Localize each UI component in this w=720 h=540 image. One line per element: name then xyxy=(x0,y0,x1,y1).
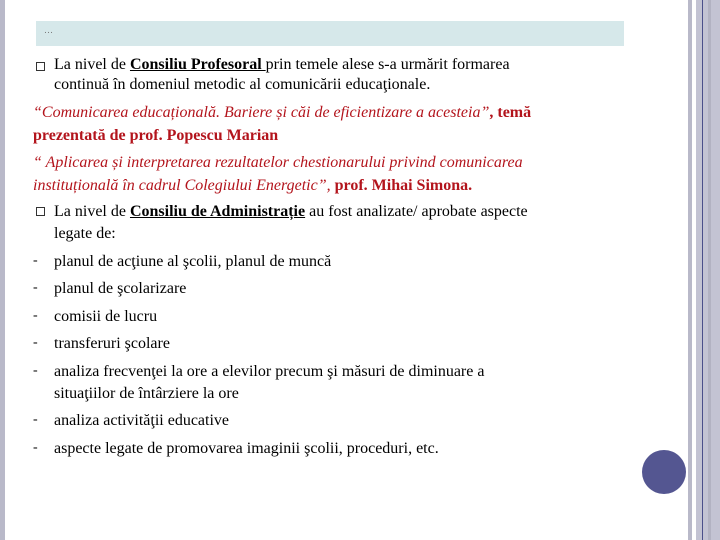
list-item: aspecte legate de promovarea imaginii şcolii, proceduri, etc. xyxy=(54,440,439,457)
list-item-continuation: situaţiilor de întârziere la ore xyxy=(54,385,239,402)
quote-line: “ Aplicarea și interpretarea rezultatelor chestionarului privind comunicarea xyxy=(33,154,523,171)
paragraph-line: legate de: xyxy=(54,225,116,242)
list-item: planul de şcolarizare xyxy=(54,280,187,297)
paragraph-line: continuă în domeniul metodic al comunicării educaţionale. xyxy=(54,76,431,93)
dash-bullet: - xyxy=(33,280,38,295)
list-item: transferuri şcolare xyxy=(54,335,170,352)
list-item: analiza activităţii educative xyxy=(54,412,230,429)
dash-bullet: - xyxy=(33,253,38,268)
paragraph-line: La nivel de Consiliu Profesoral prin temele alese s-a urmărit formarea xyxy=(54,56,510,73)
slide-title-box xyxy=(36,21,624,46)
paragraph-line: La nivel de Consiliu de Administrație au fost analizate/ aprobate aspecte xyxy=(54,203,528,220)
square-bullet-icon xyxy=(36,62,45,71)
dash-bullet: - xyxy=(33,412,38,427)
dash-bullet: - xyxy=(33,308,38,323)
quote-line: “Comunicarea educațională. Bariere și căi de eficientizare a acesteia”, temă xyxy=(33,104,532,121)
decorative-circle xyxy=(642,450,686,494)
list-item: analiza frecvenţei la ore a elevilor precum şi măsuri de diminuare a xyxy=(54,363,485,380)
right-border xyxy=(688,0,692,540)
right-border-line xyxy=(702,0,703,540)
dash-bullet: - xyxy=(33,363,38,378)
quote-line: instituțională în cadrul Colegiului Energetic”, prof. Mihai Simona. xyxy=(33,177,473,194)
right-border-stripe xyxy=(708,0,711,540)
list-item: comisii de lucru xyxy=(54,308,158,325)
quote-line: prezentată de prof. Popescu Marian xyxy=(33,127,279,144)
slide-title: … xyxy=(44,25,53,35)
left-border xyxy=(0,0,5,540)
dash-bullet: - xyxy=(33,440,38,455)
dash-bullet: - xyxy=(33,335,38,350)
square-bullet-icon xyxy=(36,207,45,216)
list-item: planul de acţiune al şcolii, planul de muncă xyxy=(54,253,332,270)
